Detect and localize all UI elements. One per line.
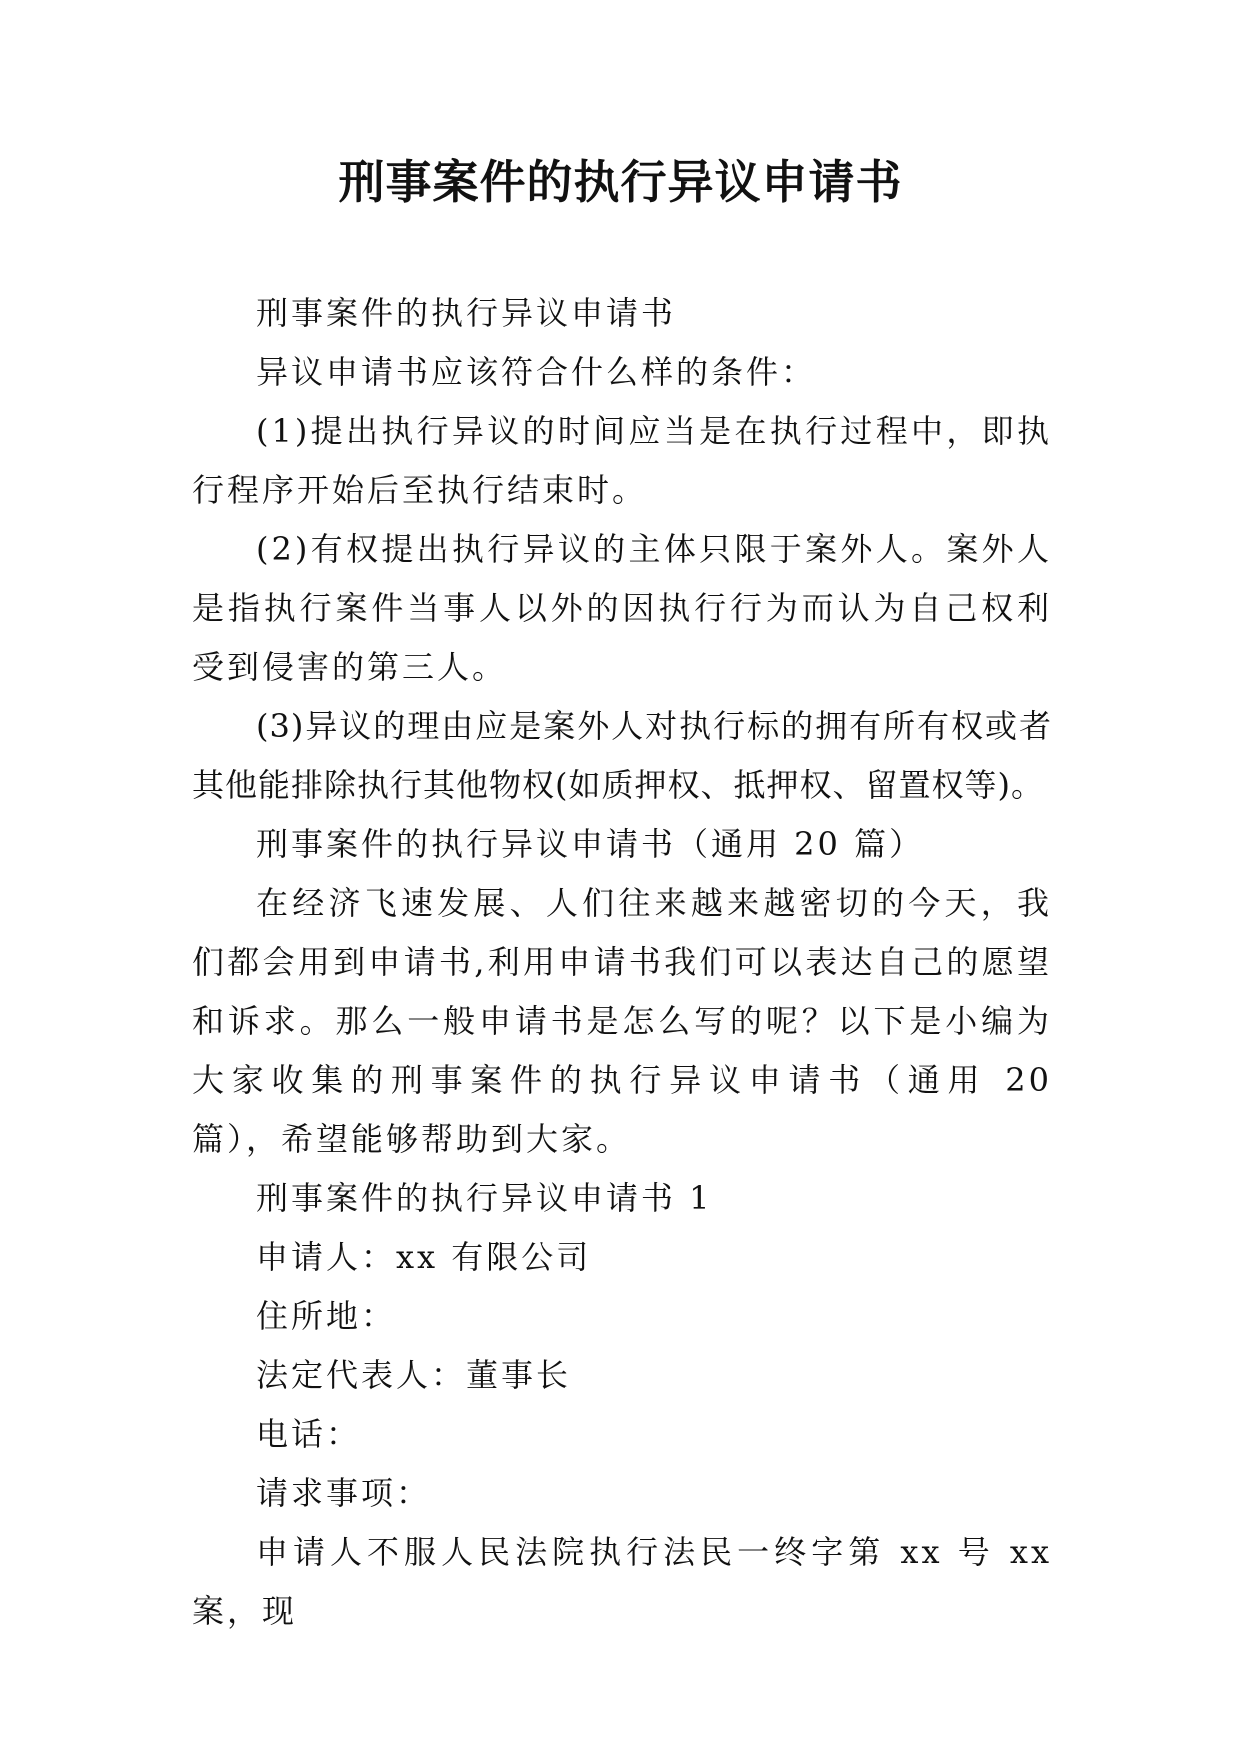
paragraph-collection-heading: 刑事案件的执行异议申请书（通用 20 篇）: [256, 825, 925, 863]
paragraph-sample-1-heading: 刑事案件的执行异议申请书 1: [256, 1179, 713, 1217]
document-body: [192, 284, 1052, 1641]
paragraph-condition-1: (1)提出执行异议的时间应当是在执行过程中，即执行程序开始后至执行结束时。: [192, 412, 1052, 509]
paragraph-applicant: 申请人：xx 有限公司: [256, 1238, 592, 1276]
paragraph-conditions-intro: 异议申请书应该符合什么样的条件：: [256, 353, 817, 391]
paragraph-subtitle: 刑事案件的执行异议申请书: [256, 294, 677, 332]
paragraph-address: 住所地：: [256, 1297, 397, 1335]
paragraph-request-items: 请求事项：: [256, 1474, 432, 1512]
document-title: 刑事案件的执行异议申请书: [338, 155, 903, 209]
paragraph-legal-representative: 法定代表人：董事长: [256, 1356, 572, 1394]
paragraph-condition-3: (3)异议的理由应是案外人对执行标的拥有所有权或者其他能排除执行其他物权(如质押权、抵押权、留置权等)。: [192, 707, 1052, 804]
paragraph-phone: 电话：: [256, 1415, 362, 1453]
paragraph-introduction: 在经济飞速发展、人们往来越来越密切的今天，我们都会用到申请书,利用申请书我们可以表达自己的愿望和诉求。那么一般申请书是怎么写的呢？以下是小编为大家收集的刑事案件的执行异议申请书（通用 20 篇），希望能够帮助到大家。: [192, 884, 1052, 1158]
paragraph-request-body: 申请人不服人民法院执行法民一终字第 xx 号 xx 案，现: [192, 1533, 1052, 1630]
paragraph-condition-2: (2)有权提出执行异议的主体只限于案外人。案外人是指执行案件当事人以外的因执行行为而认为自己权利受到侵害的第三人。: [192, 530, 1052, 686]
